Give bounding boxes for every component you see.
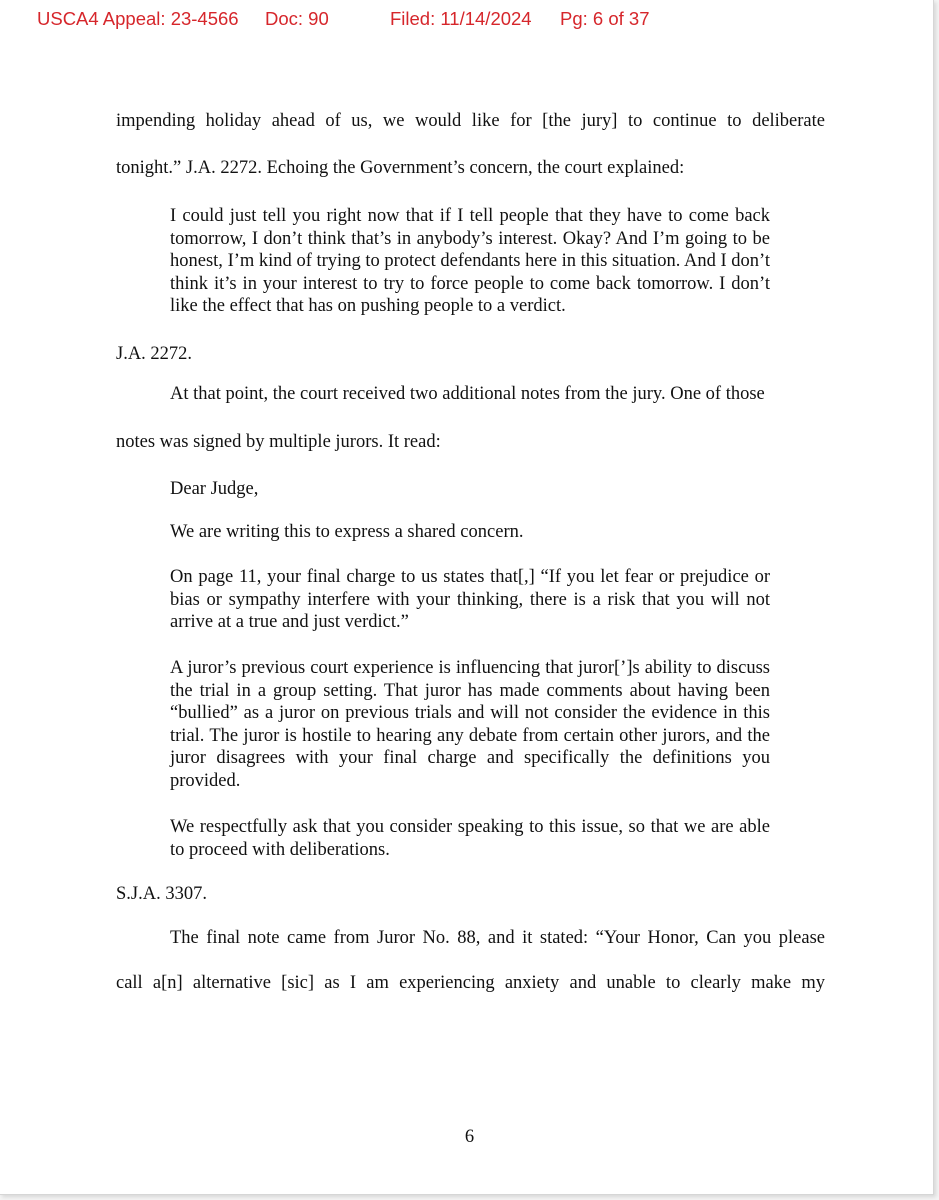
citation: S.J.A. 3307. bbox=[116, 884, 207, 904]
body-line: impending holiday ahead of us, we would like for [the jury] to continue to deliberate bbox=[116, 111, 825, 131]
body-line: call a[n] alternative [sic] as I am experiencing anxiety and unable to clearly make my bbox=[116, 973, 825, 993]
page-number: 6 bbox=[464, 1127, 475, 1147]
filing-header bbox=[0, 8, 933, 36]
body-line: At that point, the court received two additional notes from the jury. One of those bbox=[170, 384, 765, 404]
citation: J.A. 2272. bbox=[116, 344, 193, 364]
body-line: The final note came from Juror No. 88, and it stated: “Your Honor, Can you please bbox=[170, 928, 825, 948]
jury-note-salutation: Dear Judge, bbox=[170, 479, 259, 499]
body-line: tonight.” J.A. 2272. Echoing the Government’s concern, the court explained: bbox=[116, 158, 685, 178]
filed-date: Filed: 11/14/2024 bbox=[390, 8, 532, 29]
jury-note-paragraph: We respectfully ask that you consider speaking to this issue, so that we are able to proceed with deliberations. bbox=[170, 817, 770, 860]
jury-note-paragraph: A juror’s previous court experience is influencing that juror[’]s ability to discuss the trial in a group setting. That juror has made comments about having been “bullied” as a juror on previous trials and will not consider the evidence in this trial. The juror is hostile to hearing any debate from certain other jurors, and the juror disagrees with your final charge and specifically the definitions you provided. bbox=[170, 658, 770, 791]
block-quote-court: I could just tell you right now that if I tell people that they have to come back tomorrow, I don’t think that’s in anybody’s interest. Okay? And I’m going to be honest, I’m kind of trying to protect defendants here in this situation. And I don’t think it’s in your interest to try to force people to come back tomorrow. I don’t like the effect that has on pushing people to a verdict. bbox=[170, 206, 770, 316]
jury-note-paragraph: On page 11, your final charge to us states that[,] “If you let fear or prejudice or bias or sympathy interfere with your thinking, there is a risk that you will not arrive at a true and just verdict.” bbox=[170, 567, 770, 632]
case-number: USCA4 Appeal: 23-4566 bbox=[37, 8, 239, 29]
jury-note-paragraph: We are writing this to express a shared concern. bbox=[170, 522, 524, 542]
document-number: Doc: 90 bbox=[265, 8, 329, 29]
body-line: notes was signed by multiple jurors. It read: bbox=[116, 432, 441, 452]
page-count: Pg: 6 of 37 bbox=[560, 8, 650, 29]
